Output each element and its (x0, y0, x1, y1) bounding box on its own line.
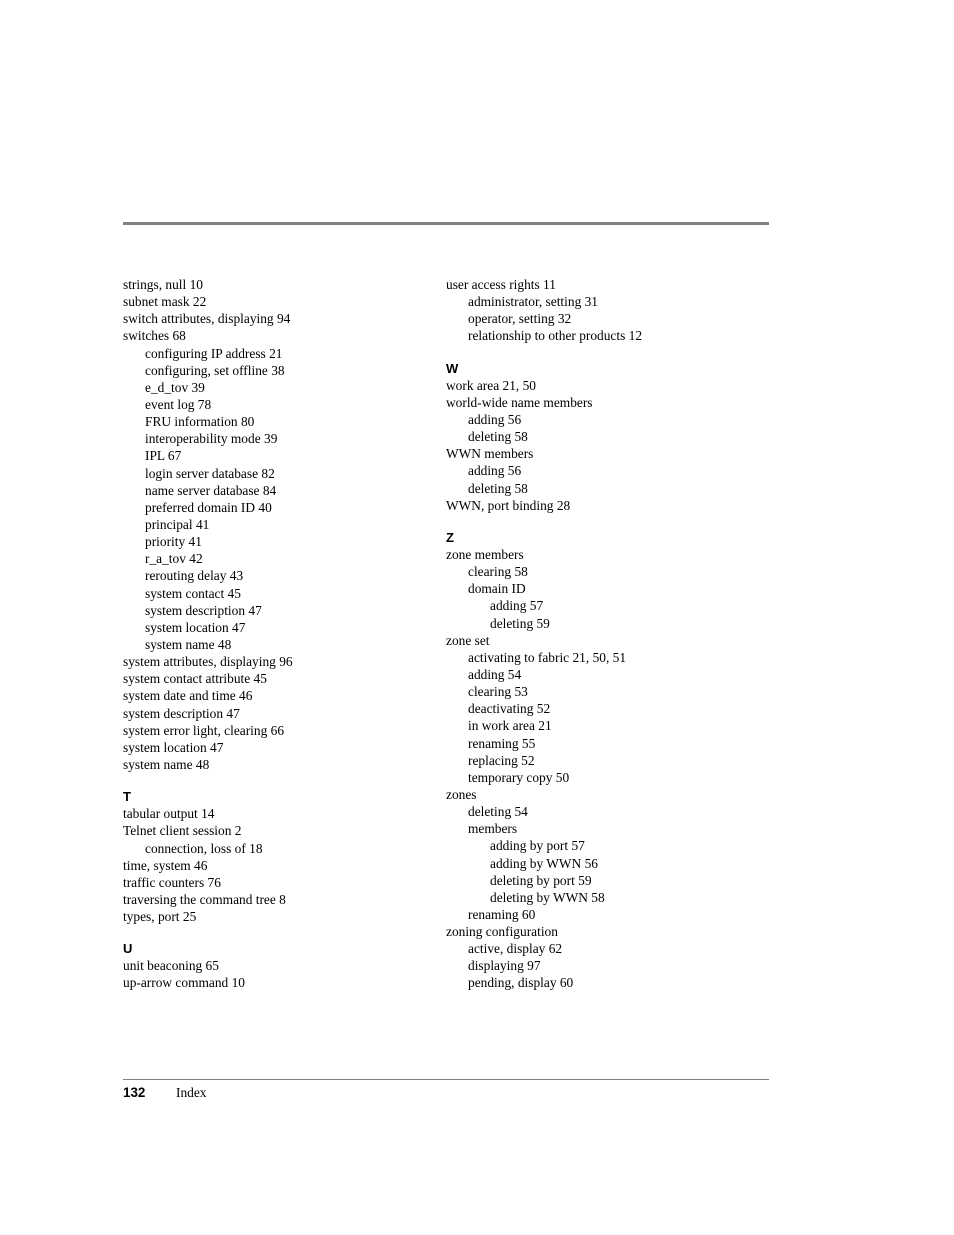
index-subentry: adding 56 (468, 411, 522, 427)
footer-section-title: Index (176, 1085, 207, 1100)
section-spacer (446, 345, 642, 360)
index-entry: system date and time 46 (123, 688, 253, 704)
index-entry: zone members (446, 546, 524, 562)
index-column-right (446, 276, 642, 992)
index-subentry: deleting by WWN 58 (490, 889, 605, 905)
index-subentry: rerouting delay 43 (145, 568, 244, 584)
index-subentry: domain ID (468, 581, 526, 597)
index-subentry: activating to fabric 21, 50, 51 (468, 649, 627, 665)
index-entry: user access rights 11 (446, 277, 556, 292)
index-column-left (123, 276, 293, 992)
index-letter-heading: T (123, 789, 131, 805)
index-subentry: deleting 58 (468, 429, 528, 445)
index-entry: system description 47 (123, 705, 240, 721)
index-subentry: system name 48 (145, 636, 232, 652)
index-subentry: interoperability mode 39 (145, 431, 278, 447)
index-subentry: name server database 84 (145, 482, 277, 498)
index-entry: subnet mask 22 (123, 294, 207, 310)
section-spacer (446, 514, 642, 529)
index-entry: up-arrow command 10 (123, 975, 245, 991)
index-subentry: principal 41 (145, 516, 210, 532)
index-entry: switches 68 (123, 328, 186, 344)
section-spacer (123, 925, 293, 940)
index-subentry: login server database 82 (145, 465, 275, 481)
index-entry: traffic counters 76 (123, 874, 221, 890)
index-subentry: active, display 62 (468, 941, 563, 957)
index-letter-heading: Z (446, 529, 454, 545)
index-entry: system location 47 (123, 739, 224, 755)
index-subentry: in work area 21 (468, 718, 552, 734)
page-number: 132 (123, 1085, 146, 1100)
index-subentry: deleting 59 (490, 615, 550, 631)
index-entry: strings, null 10 (123, 277, 203, 292)
index-subentry: members (468, 821, 518, 837)
index-subentry: renaming 55 (468, 735, 536, 751)
index-entry: system contact attribute 45 (123, 671, 267, 687)
index-subentry: displaying 97 (468, 958, 541, 974)
header-rule (123, 222, 769, 225)
index-subentry: adding 54 (468, 666, 522, 682)
index-subentry: event log 78 (145, 396, 212, 412)
index-subentry: clearing 53 (468, 684, 528, 700)
index-subentry: deactivating 52 (468, 701, 551, 717)
index-subentry: system description 47 (145, 602, 262, 618)
index-subentry: system location 47 (145, 619, 246, 635)
index-subentry: pending, display 60 (468, 975, 574, 991)
index-subentry: connection, loss of 18 (145, 840, 263, 856)
index-subentry: configuring, set offline 38 (145, 362, 285, 378)
index-entry: zones (446, 786, 477, 802)
index-subentry: administrator, setting 31 (468, 294, 599, 310)
section-spacer (123, 773, 293, 788)
index-subentry: e_d_tov 39 (145, 379, 205, 395)
index-subentry: preferred domain ID 40 (145, 499, 272, 515)
index-subentry: deleting by port 59 (490, 872, 592, 888)
index-subentry: priority 41 (145, 534, 202, 550)
index-subentry: adding 56 (468, 463, 522, 479)
index-subentry: deleting 58 (468, 480, 528, 496)
index-subentry: replacing 52 (468, 752, 535, 768)
index-subentry: operator, setting 32 (468, 311, 572, 327)
footer-rule (123, 1079, 769, 1080)
index-entry: WWN members (446, 446, 534, 462)
index-entry: traversing the command tree 8 (123, 891, 286, 907)
index-subentry: r_a_tov 42 (145, 551, 203, 567)
index-subentry: configuring IP address 21 (145, 345, 283, 361)
index-entry: zone set (446, 632, 490, 648)
index-subentry: adding by port 57 (490, 838, 585, 854)
index-subentry: FRU information 80 (145, 414, 255, 430)
index-subentry: temporary copy 50 (468, 769, 570, 785)
index-entry: zoning configuration (446, 924, 558, 940)
index-entry: system name 48 (123, 756, 210, 772)
index-subentry: clearing 58 (468, 564, 528, 580)
index-entry: WWN, port binding 28 (446, 497, 571, 513)
index-subentry: relationship to other products 12 (468, 328, 643, 344)
index-entry: world-wide name members (446, 394, 593, 410)
index-entry: time, system 46 (123, 857, 208, 873)
index-entry: Telnet client session 2 (123, 823, 242, 839)
index-entry: unit beaconing 65 (123, 958, 219, 974)
index-subentry: adding 57 (490, 598, 544, 614)
index-entry: work area 21, 50 (446, 377, 536, 393)
index-letter-heading: W (446, 360, 459, 376)
index-subentry: IPL 67 (145, 448, 182, 464)
index-entry: switch attributes, displaying 94 (123, 311, 291, 327)
index-subentry: adding by WWN 56 (490, 855, 598, 871)
index-entry: tabular output 14 (123, 806, 215, 822)
index-entry: system error light, clearing 66 (123, 722, 285, 738)
index-letter-heading: U (123, 941, 133, 957)
index-entry: system attributes, displaying 96 (123, 654, 293, 670)
index-entry: types, port 25 (123, 909, 197, 925)
index-subentry: renaming 60 (468, 906, 536, 922)
index-subentry: deleting 54 (468, 804, 528, 820)
index-subentry: system contact 45 (145, 585, 241, 601)
